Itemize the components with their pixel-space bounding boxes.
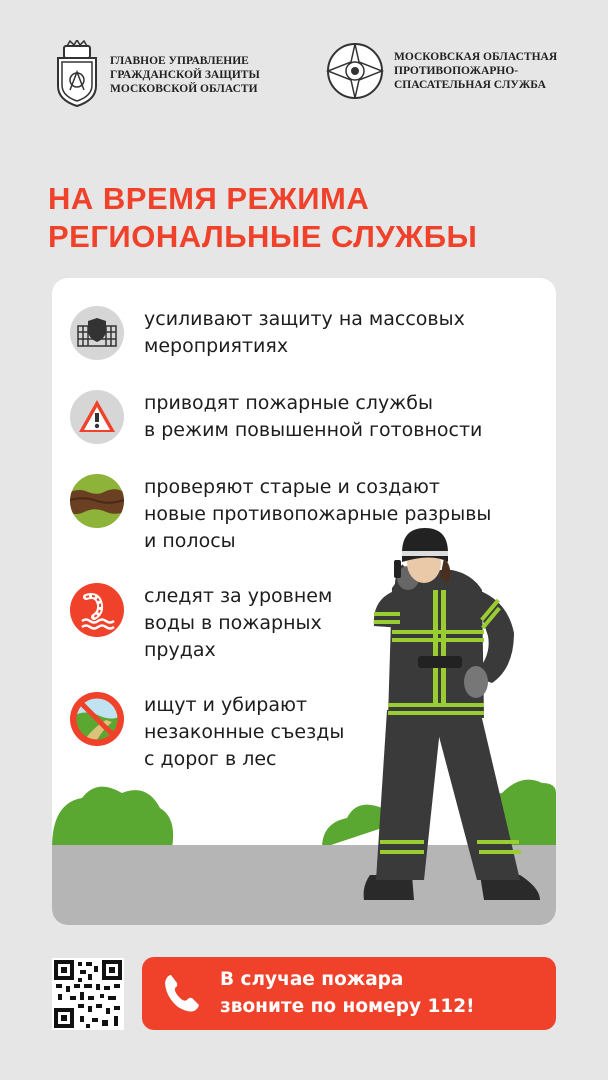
moscow-region-coat-of-arms-icon <box>52 40 102 110</box>
item-2-line-2: в режим повышенной готовности <box>144 419 483 441</box>
title-line-2: РЕГИОНАЛЬНЫЕ СЛУЖБЫ <box>48 219 478 254</box>
item-3-line-1: проверяют старые и создают <box>144 476 440 498</box>
qr-code-icon[interactable] <box>52 958 124 1030</box>
bush-left <box>52 787 173 848</box>
soil-strip-icon <box>70 474 124 528</box>
list-item <box>70 306 465 360</box>
item-4-line-2: воды в пожарных <box>144 612 322 634</box>
org-fire-rescue-service <box>324 40 557 102</box>
org1-line-3: МОСКОВСКОЙ ОБЛАСТИ <box>110 83 258 95</box>
item-2-line-1: приводят пожарные службы <box>144 392 434 414</box>
item-1-line-2: мероприятиях <box>144 335 289 357</box>
cta-line-2: звоните по номеру 112! <box>220 996 475 1017</box>
warning-triangle-icon <box>70 390 124 444</box>
list-item <box>70 692 344 773</box>
org1-line-2: ГРАЖДАНСКОЙ ЗАЩИТЫ <box>110 69 260 81</box>
org2-line-2: ПРОТИВОПОЖАРНО- <box>394 65 519 77</box>
item-5-line-3: с дорог в лес <box>144 748 277 770</box>
info-card <box>52 278 556 925</box>
emergency-call-banner[interactable] <box>142 957 556 1030</box>
item-5-line-1: ищут и убирают <box>144 694 308 716</box>
item-3-line-2: новые противопожарные разрывы <box>144 503 492 525</box>
cta-line-1: В случае пожара <box>220 969 404 990</box>
item-5-line-2: незаконные съезды <box>144 721 345 743</box>
fire-rescue-emblem-icon <box>324 40 386 102</box>
list-item <box>70 583 332 664</box>
item-1-line-1: усиливают защиту на массовых <box>144 308 465 330</box>
org1-line-1: ГЛАВНОЕ УПРАВЛЕНИЕ <box>110 55 249 67</box>
phone-icon <box>160 971 204 1015</box>
org2-line-1: МОСКОВСКАЯ ОБЛАСТНАЯ <box>394 51 558 63</box>
org-gu-civil-defense <box>52 40 260 110</box>
no-road-entry-icon <box>70 692 124 746</box>
item-4-line-1: следят за уровнем <box>144 585 333 607</box>
org2-line-3: СПАСАТЕЛЬНАЯ СЛУЖБА <box>394 79 546 91</box>
title-line-1: НА ВРЕМЯ РЕЖИМА <box>48 181 370 216</box>
item-3-line-3: и полосы <box>144 530 236 552</box>
page-title <box>48 180 477 256</box>
shield-fence-icon <box>70 306 124 360</box>
item-4-line-3: прудах <box>144 639 216 661</box>
fire-hose-water-icon <box>70 583 124 637</box>
list-item <box>70 390 482 444</box>
list-item <box>70 474 491 555</box>
